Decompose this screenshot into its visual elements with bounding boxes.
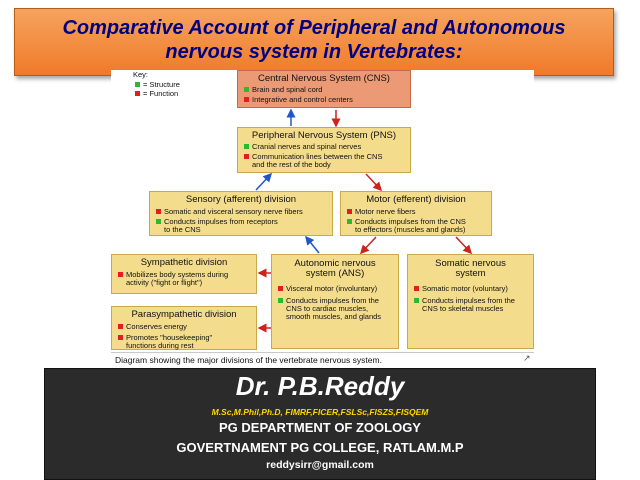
- function-swatch: [118, 272, 123, 277]
- somatic-title-line-1: Somatic nervous: [435, 258, 506, 269]
- function-swatch: [347, 209, 352, 214]
- arrow-pns-to-motor: [366, 174, 381, 190]
- cns-box: [237, 70, 411, 108]
- motor-division-box: [340, 191, 492, 236]
- somatic-function-line-2: CNS to skeletal muscles: [422, 304, 504, 313]
- function-swatch: [118, 335, 123, 340]
- structure-swatch: [156, 219, 161, 224]
- pns-structure: Cranial nerves and spinal nerves: [252, 142, 362, 151]
- parasympathetic-function-2-line-2: functions during rest: [126, 341, 194, 350]
- pns-title: Peripheral Nervous System (PNS): [251, 130, 397, 141]
- parasympathetic-division-box: [111, 306, 257, 350]
- key-heading: Key:: [133, 70, 149, 79]
- structure-swatch: [135, 82, 140, 87]
- function-swatch: [244, 97, 249, 102]
- ans-function-line-2: CNS to cardiac muscles,: [286, 304, 369, 313]
- arrow-motor-to-somatic: [456, 237, 471, 253]
- caption-divider: [111, 352, 534, 353]
- sensory-function-line-2: to the CNS: [164, 225, 201, 234]
- ans-box: [271, 254, 399, 349]
- slide-title-line-2: nervous system in Vertebrates:: [165, 41, 463, 63]
- pns-function-line-2: and the rest of the body: [252, 160, 331, 169]
- ans-structure: Visceral motor (involuntary): [286, 284, 378, 293]
- sensory-division-box: [149, 191, 333, 236]
- title-banner: [14, 8, 614, 76]
- parasympathetic-function-1: Conserves energy: [126, 322, 187, 331]
- author-department: PG DEPARTMENT OF ZOOLOGY: [219, 420, 421, 435]
- motor-structure: Motor nerve fibers: [355, 207, 416, 216]
- cns-structure: Brain and spinal cord: [252, 85, 323, 94]
- arrow-ans-to-motor: [306, 237, 319, 253]
- arrow-motor-to-ans: [361, 237, 376, 253]
- somatic-title-line-2: system: [455, 268, 486, 279]
- sympathetic-title: Sympathetic division: [140, 257, 228, 268]
- pns-box: [237, 127, 411, 173]
- resize-corner-icon: ↗: [523, 353, 531, 363]
- ans-title-line-1: Autonomic nervous: [294, 258, 376, 269]
- motor-title: Motor (efferent) division: [366, 194, 466, 205]
- function-swatch: [135, 91, 140, 96]
- somatic-function-line-1: Conducts impulses from the: [422, 296, 515, 305]
- author-degrees: M.Sc,M.Phil,Ph.D, FIMRF,FICER,FSLSc,FISZS,FISQEM: [211, 407, 429, 417]
- function-swatch: [414, 286, 419, 291]
- structure-swatch: [347, 219, 352, 224]
- key-structure-label: = Structure: [143, 80, 180, 89]
- parasympathetic-function-2-line-1: Promotes "housekeeping": [126, 333, 213, 342]
- function-swatch: [118, 324, 123, 329]
- author-email: reddysirr@gmail.com: [266, 459, 374, 471]
- cns-function: Integrative and control centers: [252, 95, 353, 104]
- key-function-label: = Function: [143, 89, 179, 98]
- arrow-sensory-to-pns: [256, 174, 271, 190]
- function-swatch: [278, 286, 283, 291]
- sympathetic-function-line-2: activity ("fight or flight"): [126, 278, 203, 287]
- sympathetic-function-line-1: Mobilizes body systems during: [126, 270, 229, 279]
- ans-function-line-1: Conducts impulses from the: [286, 296, 379, 305]
- ans-title-line-2: system (ANS): [305, 268, 365, 279]
- motor-function-line-2: to effectors (muscles and glands): [355, 225, 466, 234]
- sensory-function-line-1: Conducts impulses from receptors: [164, 217, 278, 226]
- parasympathetic-title: Parasympathetic division: [131, 309, 237, 320]
- ans-function-line-3: smooth muscles, and glands: [286, 312, 382, 321]
- structure-swatch: [244, 144, 249, 149]
- diagram-caption: Diagram showing the major divisions of the vertebrate nervous system.: [115, 355, 382, 365]
- cns-title: Central Nervous System (CNS): [258, 73, 390, 84]
- structure-swatch: [244, 87, 249, 92]
- pns-function-line-1: Communication lines between the CNS: [252, 152, 383, 161]
- nervous-system-diagram: [111, 70, 534, 366]
- somatic-nervous-system-box: [407, 254, 534, 349]
- sympathetic-division-box: [111, 254, 257, 294]
- motor-function-line-1: Conducts impulses from the CNS: [355, 217, 466, 226]
- author-college: GOVERTNAMENT PG COLLEGE, RATLAM.M.P: [176, 440, 464, 455]
- function-swatch: [156, 209, 161, 214]
- sensory-structure: Somatic and visceral sensory nerve fibers: [164, 207, 303, 216]
- structure-swatch: [278, 298, 283, 303]
- structure-swatch: [414, 298, 419, 303]
- author-name: Dr. P.B.Reddy: [235, 371, 405, 401]
- function-swatch: [244, 154, 249, 159]
- slide-title-line-1: Comparative Account of Peripheral and Autonomous: [62, 17, 566, 39]
- somatic-structure: Somatic motor (voluntary): [422, 284, 508, 293]
- sensory-title: Sensory (afferent) division: [185, 194, 297, 205]
- author-credits-panel: [44, 368, 596, 480]
